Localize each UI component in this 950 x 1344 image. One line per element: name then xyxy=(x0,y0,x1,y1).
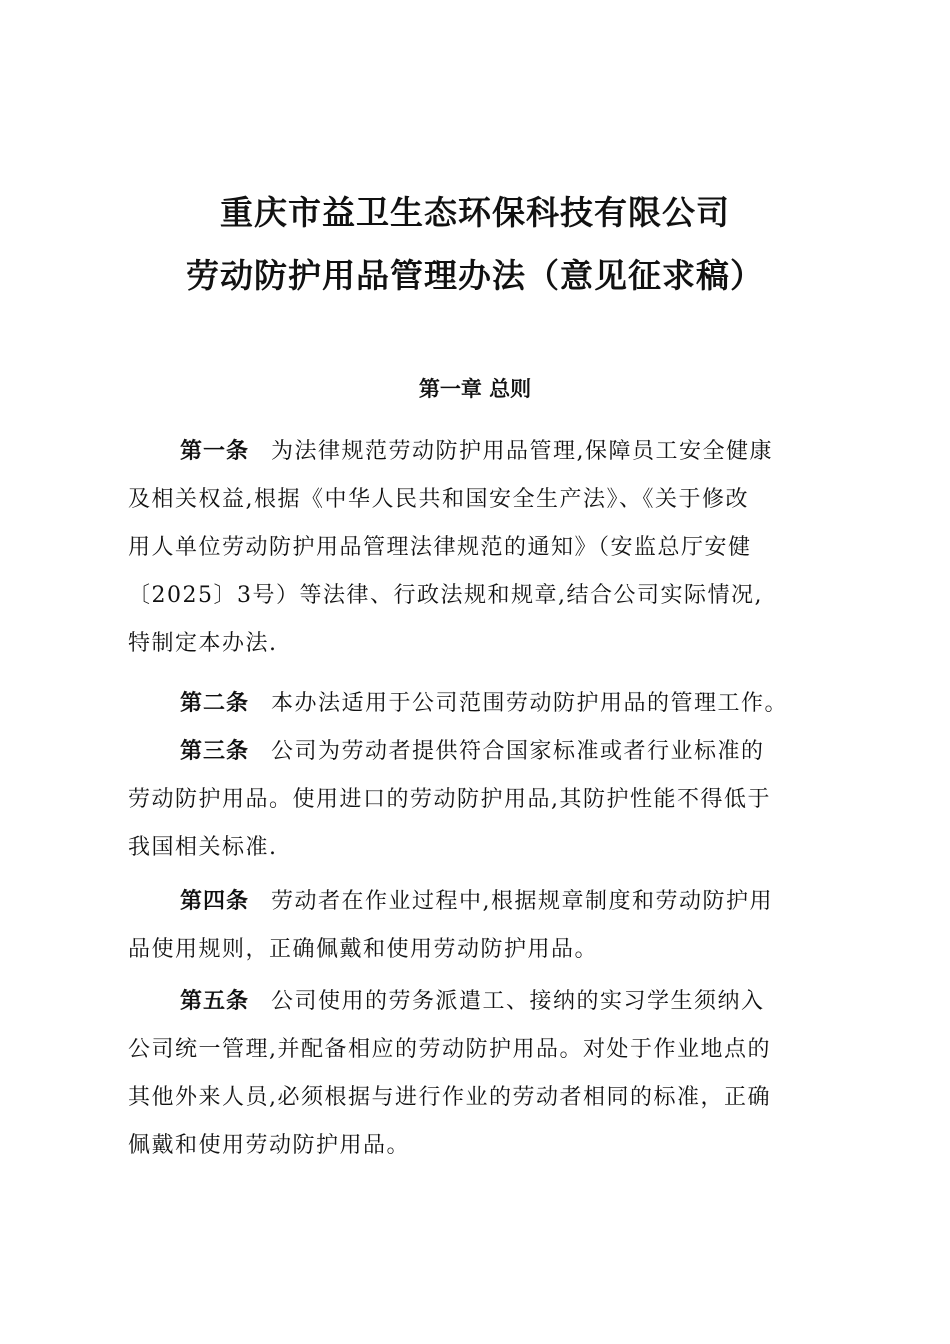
article-1-text-4: 〔2025〕3号）等法律、行政法规和规章,结合公司实际情况, xyxy=(128,583,763,608)
article-4-line-1 xyxy=(128,878,823,926)
article-3-line-1 xyxy=(128,728,823,776)
article-3 xyxy=(128,728,823,872)
article-1-text-2: 及相关权益,根据《中华人民共和国安全生产法》、《关于修改 xyxy=(128,487,749,512)
document-title-line-1: 重庆市益卫生态环保科技有限公司 xyxy=(220,193,730,232)
chapter-heading: 第一章 总则 xyxy=(418,377,532,401)
article-3-text-1: 公司为劳动者提供符合国家标准或者行业标准的 xyxy=(271,739,765,764)
article-4-text-2: 品使用规则，正确佩戴和使用劳动防护用品。 xyxy=(128,937,599,962)
article-5-text-1: 公司使用的劳务派遣工、接纳的实习学生须纳入 xyxy=(271,989,765,1014)
article-5-text-3: 其他外来人员,必须根据与进行作业的劳动者相同的标准，正确 xyxy=(128,1085,771,1110)
article-2-text-1: 本办法适用于公司范围劳动防护用品的管理工作。 xyxy=(271,691,789,716)
article-4-text-1: 劳动者在作业过程中,根据规章制度和劳动防护用 xyxy=(271,889,774,914)
article-1-text-3: 用人单位劳动防护用品管理法律规范的通知》（安监总厅安健 xyxy=(128,535,752,560)
article-4 xyxy=(128,878,823,974)
article-5-label: 第五条 xyxy=(180,989,250,1014)
article-5-line-1 xyxy=(128,978,823,1026)
article-2 xyxy=(128,680,823,728)
article-3-label: 第三条 xyxy=(180,739,250,764)
article-5-text-4: 佩戴和使用劳动防护用品。 xyxy=(128,1133,411,1158)
article-5-text-2: 公司统一管理,并配备相应的劳动防护用品。对处于作业地点的 xyxy=(128,1037,771,1062)
article-1 xyxy=(128,428,823,668)
article-1-text-5: 特制定本办法. xyxy=(128,631,278,656)
article-3-text-3: 我国相关标准. xyxy=(128,835,278,860)
document-title-line-2: 劳动防护用品管理办法（意见征求稿） xyxy=(186,256,764,295)
article-5 xyxy=(128,978,823,1170)
article-1-label: 第一条 xyxy=(180,439,250,464)
article-3-text-2: 劳动防护用品。使用进口的劳动防护用品,其防护性能不得低于 xyxy=(128,787,771,812)
article-2-label: 第二条 xyxy=(180,691,250,716)
article-4-label: 第四条 xyxy=(180,889,250,914)
article-1-text-1: 为法律规范劳动防护用品管理,保障员工安全健康 xyxy=(271,439,774,464)
article-2-line-1 xyxy=(128,680,823,728)
article-1-line-1 xyxy=(128,428,823,476)
